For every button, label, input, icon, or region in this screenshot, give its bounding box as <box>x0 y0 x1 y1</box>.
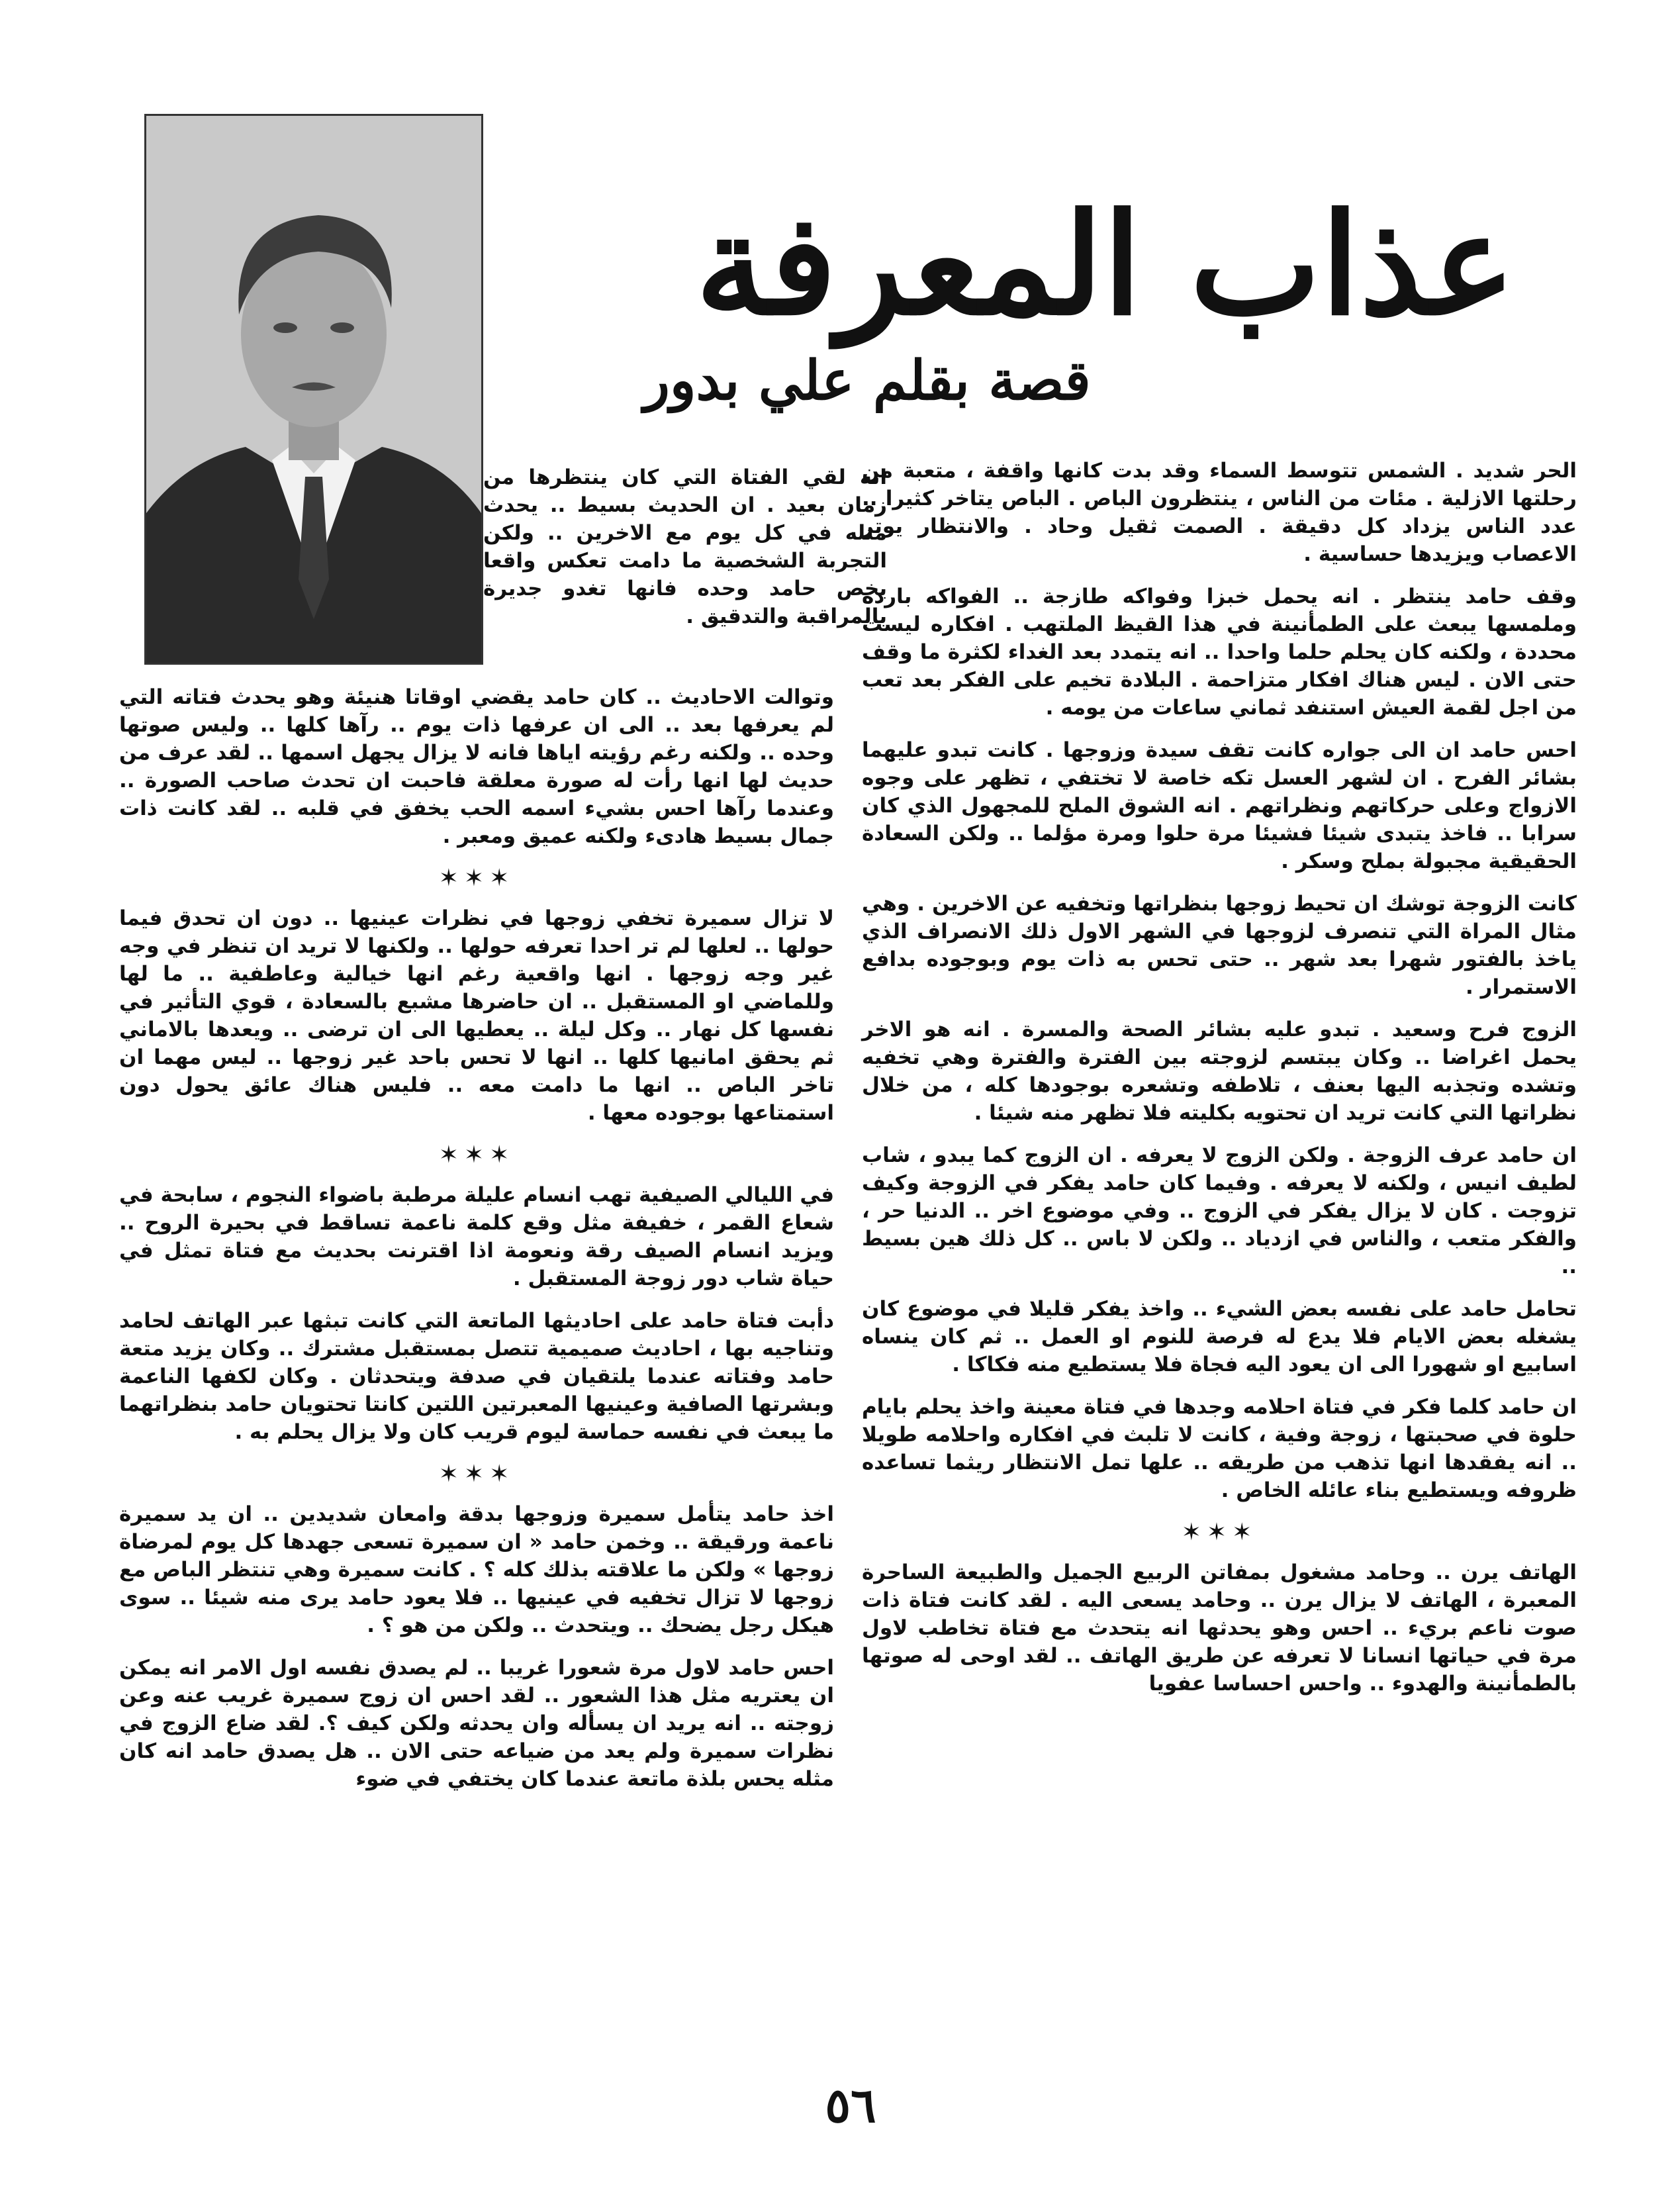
paragraph: ان حامد كلما فكر في فتاة احلامه وجدها في فتاة معينة واخذ يحلم بايام حلوة في صحبتها ، زوجة وفية ، كانت لا تلبث في افكاره واحلامه طويلا .. انه يفقدها انها تذهب من طريقه .. علها تمل الانتظار ريثما تساعده ظروفه ويستطيع بناء عائله الخاص . <box>862 1395 1577 1502</box>
left-column <box>119 683 834 1807</box>
paragraph: في الليالي الصيفية تهب انسام عليلة مرطبة باضواء النجوم ، سابحة في شعاع القمر ، خفيفة مثل وقع كلمة ناعمة تساقط في بحيرة الروح .. ويزيد انسام الصيف رقة ونعومة اذا اقترنت بحديث مع فتاة تمثل في حياة شاب دور زوجة المستقبل . <box>119 1183 834 1290</box>
paragraph: ان حامد عرف الزوجة . ولكن الزوج لا يعرفه . ان الزوج كما يبدو ، شاب لطيف انيس ، ولكنه لا يعرفه . وفيما كان حامد يفكر في الزوجة وكيف تزوجت . كان لا يزال يفكر في الزوج .. وفي موضوع اخر .. الدنيا حر ، والفكر متعب ، والناس في ازدياد .. ولكن لا باس .. كل ذلك هين بسيط .. <box>862 1143 1577 1278</box>
paragraph: احس حامد ان الى جواره كانت تقف سيدة وزوجها . كانت تبدو عليهما بشائر الفرح . ان لشهر العسل تكه خاصة لا تختفي ، تظهر على وجوه الازواج وعلى حركاتهم ونظراتهم . انه الشوق الملح للمجهول الذي كان سرابا .. فاخذ يتبدى شيئا فشيئا مرة حلوا ومرة مؤلما .. ولكن السعادة الحقيقية مجبولة بملح وسكر . <box>862 738 1577 873</box>
section-separator: ✶✶✶ <box>438 865 515 892</box>
paragraph: تحامل حامد على نفسه بعض الشيء .. واخذ يفكر قليلا في موضوع كان يشغله بعض الايام فلا يدع له فرصة للنوم او العمل .. ثم كان ينساه اسابيع او شهورا الى ان يعود اليه فجاة فلا يستطيع منه فكاكا . <box>862 1297 1577 1376</box>
portrait-photo-image <box>146 116 481 663</box>
right-column <box>862 457 1577 1712</box>
paragraph: وتوالت الاحاديث .. كان حامد يقضي اوقاتا هنيئة وهو يحدث فتاته التي لم يعرفها بعد .. الى ان عرفها ذات يوم .. رآها كلها .. وليس صوتها وحده .. ولكنه رغم رؤيته اياها فانه لا يزال يجهل اسمها .. لقد عرف من حديث لها انها رأت له صورة معلقة فاحبت ان تحدث صاحب الصورة .. وعندما رآها احس بشيء اسمه الحب يخفق في قلبه .. لقد كانت ذات جمال بسيط هادىء ولكنه عميق ومعبر . <box>119 685 834 848</box>
paragraph: اخذ حامد يتأمل سميرة وزوجها بدقة وامعان شديدين .. ان يد سميرة ناعمة ورقيقة .. وخمن حامد « ان سميرة تسعى جهدها كل يوم لمرضاة زوجها » ولكن ما علاقته بذلك كله ؟ . كانت سميرة وهي تنتظر الباص مع زوجها لا تزال تخفيه في عينيها .. فلا يعود حامد يرى منه شيئا .. سوى هيكل رجل يضحك .. ويتحدث .. ولكن من هو ؟ . <box>119 1502 834 1637</box>
paragraph: لا تزال سميرة تخفي زوجها في نظرات عينيها .. دون ان تحدق فيما حولها .. لعلها لم تر احدا تعرفه حولها .. ولكنها لا تريد ان تنظر في وجه غير وجه زوجها . انها واقعية رغم انها خيالية وعاطفية .. ما لها وللماضي او المستقبل .. ان حاضرها مشبع بالسعادة ، قوي التأثير في نفسها كل نهار .. وكل ليلة .. يعطيها الى ان ترضى .. ويعدها بالاماني ثم يحقق امانيها كلها .. انها لا تحس باحد غير زوجها .. ليس مهما ان تاخر الباص .. انها ما دامت معه .. فليس هناك عائق يحول دون استمتاعها بوجوده معها . <box>119 906 834 1125</box>
paragraph: كانت الزوجة توشك ان تحيط زوجها بنظراتها وتخفيه عن الاخرين . وهي مثال المراة التي تنصرف لزوجها في الشهر الاول ذلك الانصراف الذي ياخذ بالفتور شهرا بعد شهر .. حتى تحس به ذات يوم وبوجوده بدافع الاستمرار . <box>862 892 1577 999</box>
paragraph: دأبت فتاة حامد على احاديثها الماتعة التي كانت تبثها عبر الهاتف لحامد وتناجيه بها ، احاديث صميمية تتصل بمستقبل مشترك .. وكان يزيد متعة حامد وفتاته عندما يلتقيان في صدفة ويتحدثان . وكان لكفها الناعمة وبشرتها الصافية وعينيها المعبرتين اللتين كانتا تحتويان حامد بنظراتهما ما يبعث في نفسه حماسة ليوم قريب كان ولا يزال يحلم به . <box>119 1309 834 1444</box>
section-separator: ✶✶✶ <box>438 1461 515 1488</box>
paragraph: الحر شديد . الشمس تتوسط السماء وقد بدت كانها واقفة ، متعبة من رحلتها الازلية . مئات من الناس ، ينتظرون الباص . الباص يتاخر كثيرا .. عدد الناس يزداد كل دقيقة . الصمت ثقيل وحاد . والانتظار يوتر الاعصاب ويزيدها حساسية . <box>862 459 1577 566</box>
paragraph: وقف حامد ينتظر . انه يحمل خبزا وفواكه طازجة .. الفواكه باردة وملمسها يبعث على الطمأنينة في هذا القيظ الملتهب . افكاره ليست محددة ، ولكنه كان يحلم حلما واحدا .. انه يتمدد بعد الغداء لكثرة ما وقف حتى الان . ليس هناك افكار متزاحمة . البلادة تخيم على الفكر بعد تعب من اجل لقمة العيش استنفد ثماني ساعات من يومه . <box>862 585 1577 720</box>
left-top-column <box>483 463 887 645</box>
paragraph: الزوج فرح وسعيد . تبدو عليه بشائر الصحة والمسرة . انه هو الاخر يحمل اغراضا .. وكان يبتسم لزوجته بين الفترة والفترة وهي تخفيه وتشده وتجذبه اليها بعنف ، تلاطفه وتشعره بوجودها كله ، من خلال نظراتها التي كانت تريد ان تحتويه بكليته فلا تظهر منه شيئا . <box>862 1018 1577 1125</box>
paragraph: الهاتف يرن .. وحامد مشغول بمفاتن الربيع الجميل والطبيعة الساحرة المعبرة ، الهاتف لا يزال يرن .. وحامد يسعى اليه . لقد كانت فتاة ذات صوت ناعم بريء .. احس وهو يحدثها انه يتحدث مع فتاة تخاطب لاول مرة في حياتها انسانا لا تعرفه عن طريق الهاتف .. لقد اوحى له صوتها بالطمأنينة والهدوء .. واحس احساسا عفويا <box>862 1560 1577 1696</box>
article-byline: قصة بقلم علي بدور <box>643 349 1091 412</box>
article-title: عذاب المعرفة <box>695 183 1516 346</box>
page-number: ٥٦ <box>825 2077 876 2133</box>
section-separator: ✶✶✶ <box>1181 1519 1258 1546</box>
paragraph: احس حامد لاول مرة شعورا غريبا .. لم يصدق نفسه اول الامر انه يمكن ان يعتريه مثل هذا الشعور .. لقد احس ان زوج سميرة غريب عنه وعن زوجته .. انه يريد ان يسأله وان يحدثه ولكن كيف ؟. لقد ضاع الزوج في نظرات سميرة ولم يعد من ضياعه حتى الان .. هل يصدق حامد انه كان مثله يحس بلذة ماتعة عندما كان يختفي في ضوء <box>119 1656 834 1791</box>
author-portrait <box>144 114 483 665</box>
section-separator: ✶✶✶ <box>438 1141 515 1169</box>
paragraph: انه لقي الفتاة التي كان ينتظرها من زمان بعيد . ان الحديث بسيط .. يحدث مثله في كل يوم مع الاخرين .. ولكن التجربة الشخصية ما دامت تعكس واقعا يخص حامد وحده فانها تغدو جديرة بالمراقبة والتدقيق . <box>483 465 887 628</box>
